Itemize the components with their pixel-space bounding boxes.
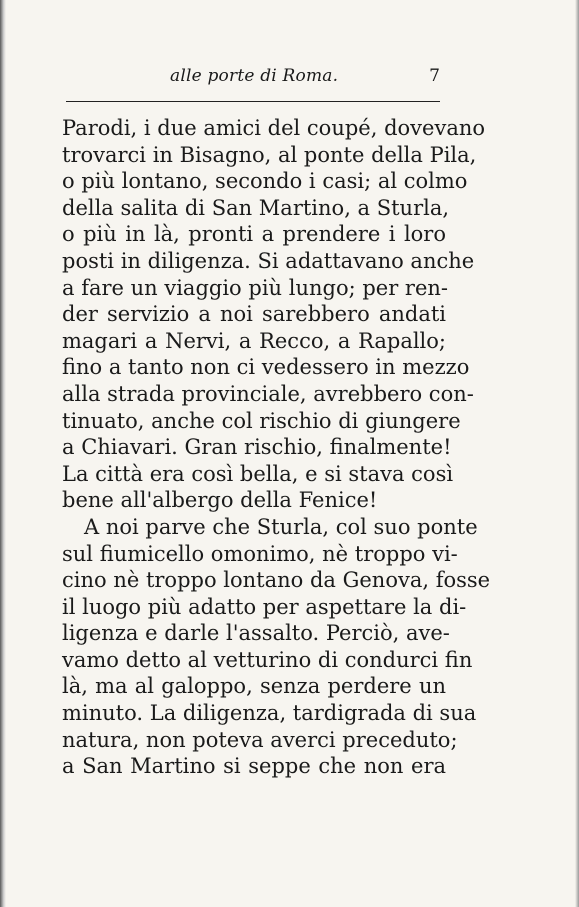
text-line: a San Martino si seppe che non era	[62, 754, 446, 779]
text-line: La città era così bella, e si stava così	[62, 461, 454, 486]
page-header	[62, 66, 440, 96]
text-line: ligenza e darle l'assalto. Perciò, ave-	[62, 621, 450, 646]
page-right-shadow	[575, 0, 579, 907]
text-line: der servizio a noi sarebbero andati	[62, 302, 446, 327]
text-line: alla strada provinciale, avrebbero con-	[62, 381, 474, 406]
paragraph-2	[62, 514, 491, 780]
body-text	[62, 115, 491, 780]
text-line: a Chiavari. Gran rischio, finalmente!	[62, 435, 452, 460]
text-line: minuto. La diligenza, tardigrada di sua	[62, 701, 477, 726]
text-line: vamo detto al vetturino di condurci fin	[62, 647, 473, 672]
text-line: posti in diligenza. Si adattavano anche	[62, 248, 475, 273]
text-line: là, ma al galoppo, senza perdere un	[62, 674, 446, 699]
text-line: natura, non poteva averci preceduto;	[62, 727, 458, 752]
text-line: cino nè troppo lontano da Genova, fosse	[62, 568, 491, 593]
text-line: trovarci in Bisagno, al ponte della Pila,	[62, 142, 477, 167]
text-line: A noi parve che Sturla, col suo ponte	[84, 514, 478, 539]
paragraph-1	[62, 115, 486, 514]
text-line: sul fiumicello omonimo, nè troppo vi-	[62, 541, 458, 566]
text-line: della salita di San Martino, a Sturla,	[62, 195, 450, 220]
header-rule	[66, 101, 440, 102]
text-line: il luogo più adatto per aspettare la di-	[62, 594, 467, 619]
running-title: alle porte di Roma.	[170, 66, 339, 86]
text-line: Parodi, i due amici del coupé, dovevano	[62, 116, 486, 140]
page-left-shadow	[0, 0, 6, 907]
text-line: o più lontano, secondo i casi; al colmo	[62, 169, 468, 194]
text-line: o più in là, pronti a prendere i loro	[62, 222, 446, 247]
text-line: tinuato, anche col rischio di giungere	[62, 408, 461, 433]
text-line: fino a tanto non ci vedessero in mezzo	[62, 355, 470, 380]
page-number: 7	[429, 66, 440, 86]
text-line: magari a Nervi, a Recco, a Rapallo;	[62, 328, 446, 353]
text-line: bene all'albergo della Fenice!	[62, 488, 378, 513]
text-line: a fare un viaggio più lungo; per ren-	[62, 275, 449, 300]
